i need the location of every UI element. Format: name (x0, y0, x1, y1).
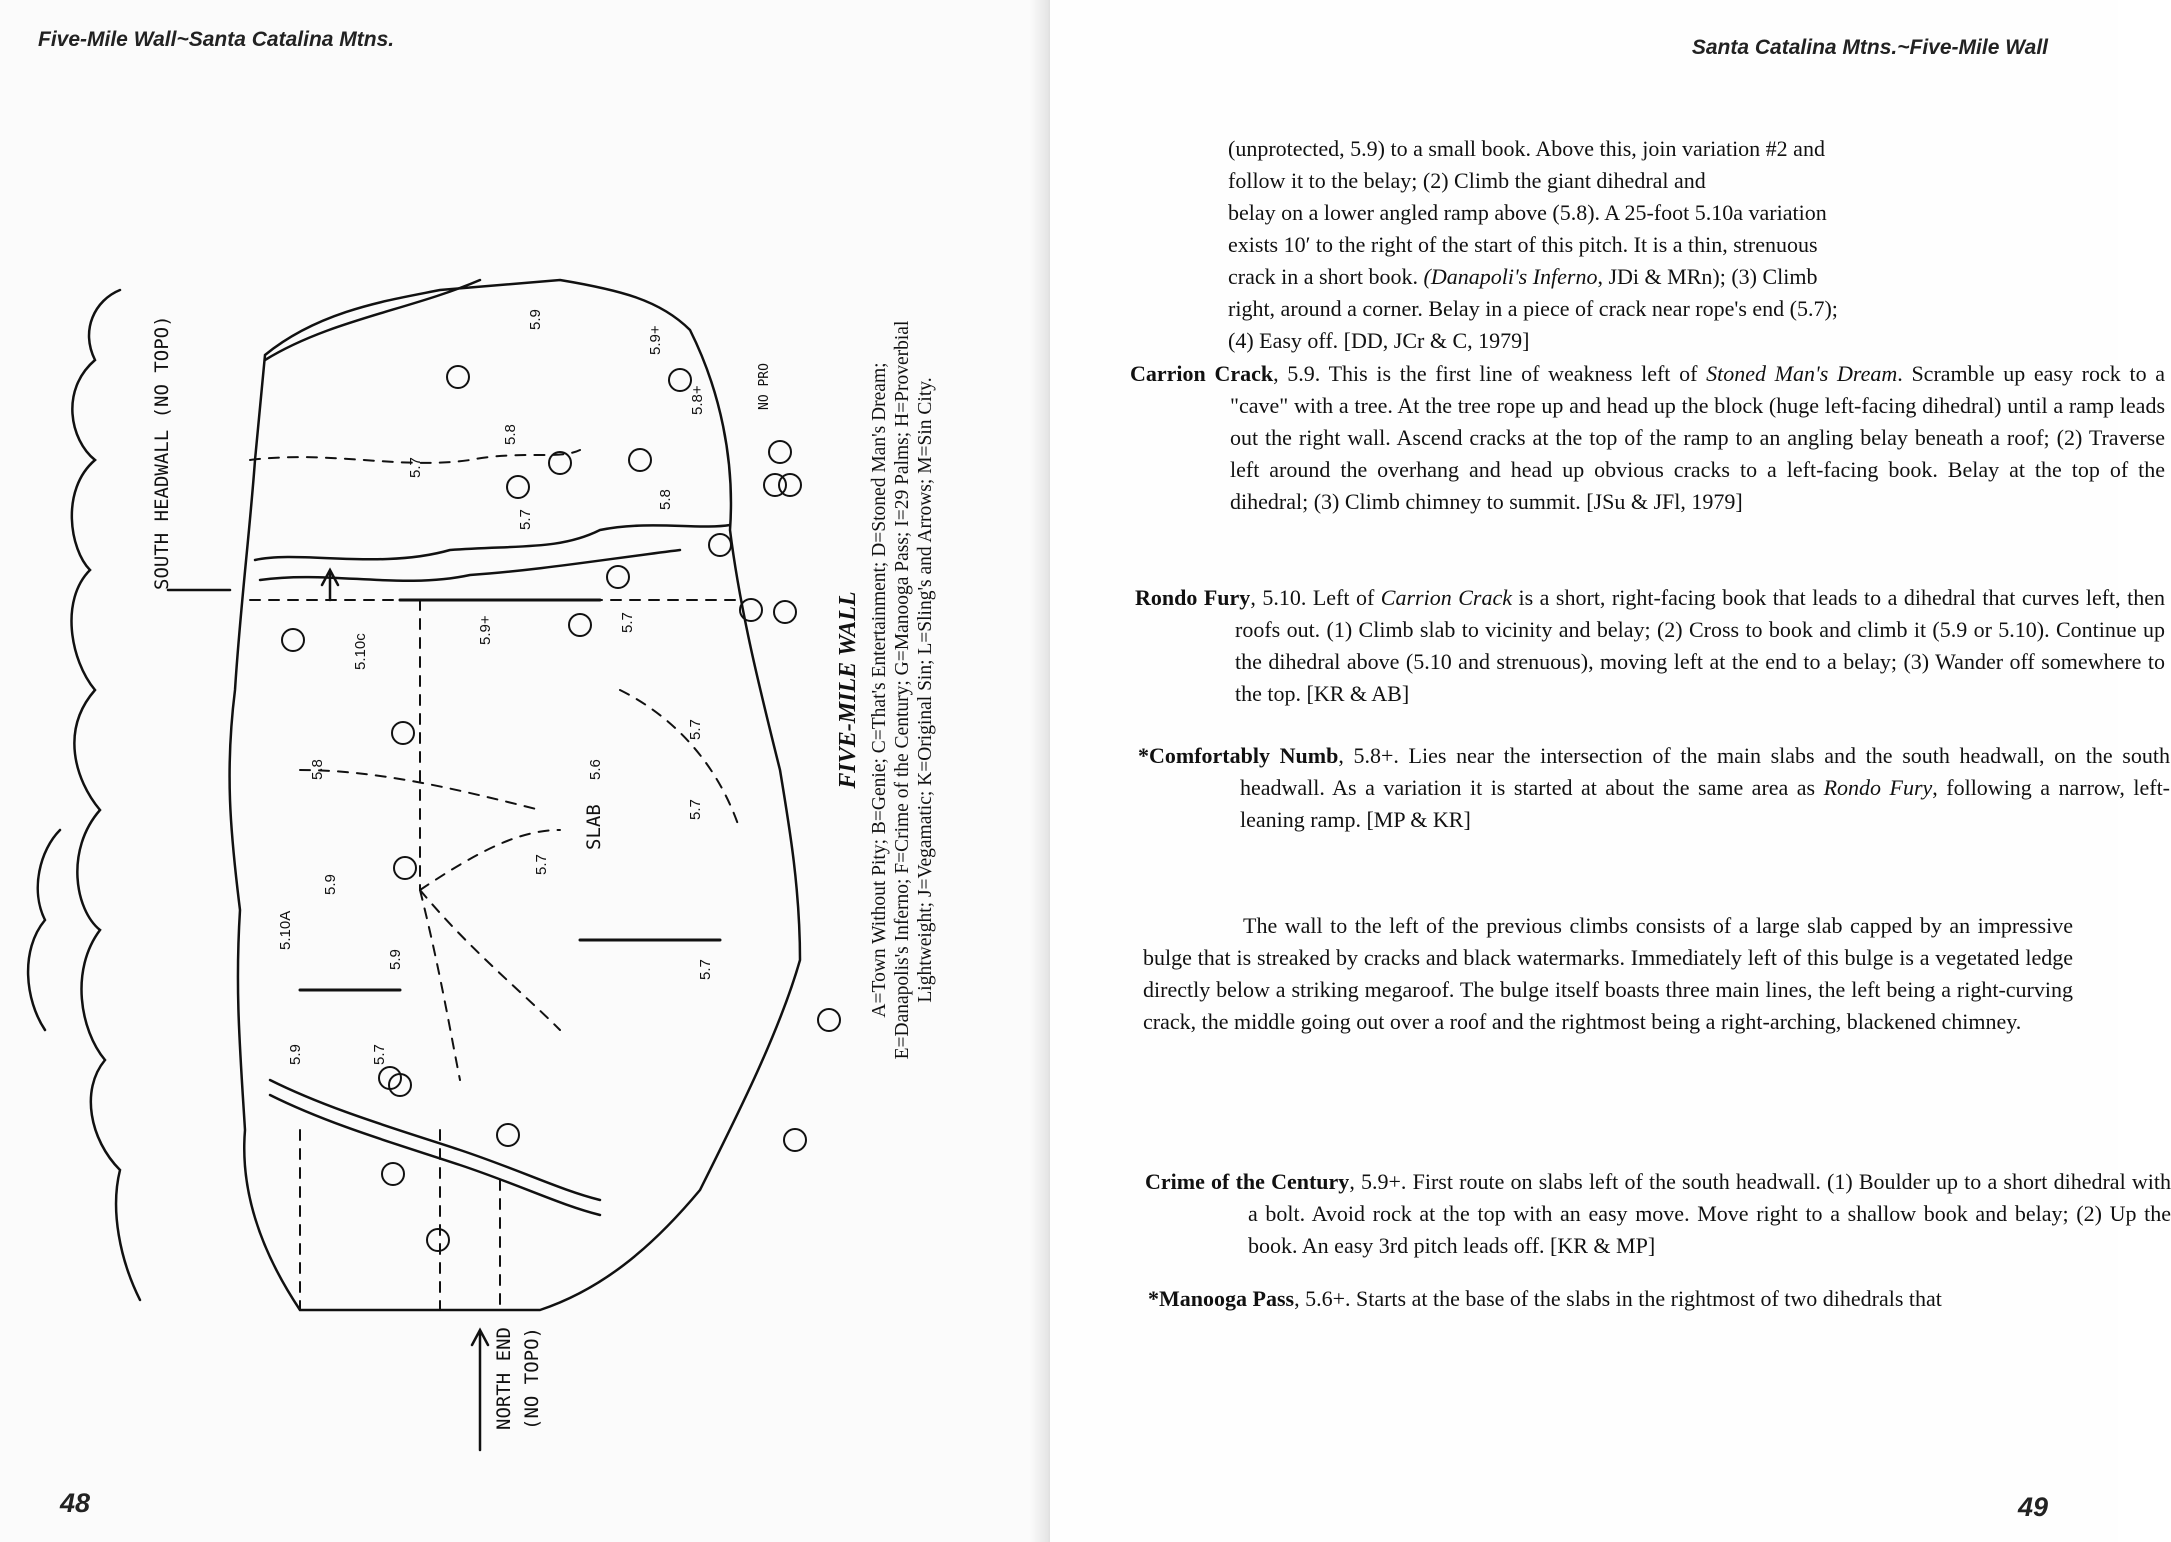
route-rondo-fury: Rondo Fury, 5.10. Left of Carrion Crack is a short, right-facing book that leads to a dihedral that curves left, then roofs out. (1) Climb slab to vicinity and belay; (2) Cross to book and climb it (5.9 or 5.10). Continue up the dihedral above (5.10 and strenuous), moving left at the end to a belay; (3) Wander off somewhere to the top. [KR & AB] (1135, 585, 2166, 706)
svg-text:5.7: 5.7 (533, 854, 550, 875)
caption-line-2: E=Danapolis's Inferno; F=Crime of the Century; G=Manooga Pass; I=29 Palms; H=Proverbial (892, 320, 913, 1060)
svg-text:5.7: 5.7 (687, 719, 704, 740)
north-end-label: NORTH END (493, 1327, 515, 1430)
route-carrion-crack: Carrion Crack, 5.9. This is the first line of weakness left of Stoned Man's Dream. Scramble up easy rock to a "cave" with a tree. At the tree rope up and head up the block (huge left-facing dihedral) until a ramp leads out the right wall. Ascend cracks at the top of the ramp to an angling belay beneath a roof; (2) Traverse left around the overhang and head up obvious cracks to a left-facing book. Belay at the top of the dihedral; (3) Climb chimney to summit. [JSu & JFl, 1979] (1130, 361, 2166, 514)
svg-text:5.8+: 5.8+ (689, 385, 706, 415)
caption-line-3: Lightweight; J=Vegamatic; K=Original Sin; L=Sling's and Arrows; M=Sin City. (915, 377, 936, 1003)
svg-text:5.10c: 5.10c (352, 633, 369, 670)
svg-text:5.7: 5.7 (371, 1044, 388, 1065)
left-page (0, 0, 1050, 1542)
page-number-left: 48 (60, 1488, 91, 1518)
wall-description: The wall to the left of the previous climbs consists of a large slab capped by an impressive bulge that is streaked by cracks and black watermarks. Immediately left of this bulge is a vegetated ledge directly below a striking megaroof. The bulge itself boasts three main lines, the left being a right-curving crack, the middle going out over a roof and the rightmost being a right-arching, blackened chimney. (1143, 913, 2073, 1034)
running-head-left: Five-Mile Wall~Santa Catalina Mtns. (38, 28, 395, 51)
svg-text:5.9+: 5.9+ (477, 615, 494, 645)
svg-text:5.7: 5.7 (697, 959, 714, 980)
svg-text:5.7: 5.7 (407, 457, 424, 478)
slab-label: SLAB (583, 804, 605, 850)
svg-text:5.9: 5.9 (287, 1044, 304, 1065)
no-pro-label: NO PRO (757, 363, 772, 410)
svg-text:5.6: 5.6 (587, 759, 604, 780)
continued-paragraph: (unprotected, 5.9) to a small book. Above this, join variation #2 and follow it to the belay; (2) Climb the giant dihedral and belay on a lower angled ramp above (5.8). A 25-foot 5.10a variation exists 10′ to the right of the start of this pitch. It is a thin, strenuous crack in a short book. (Danapoli's Inferno, JDi & MRn); (3) Climb right, around a corner. Belay in a piece of crack near rope's end (5.7); (4) Easy off. [DD, JCr & C, 1979] (1228, 136, 1838, 353)
page-number-right: 49 (2017, 1492, 2048, 1522)
running-head-right: Santa Catalina Mtns.~Five-Mile Wall (1691, 36, 2048, 59)
svg-text:5.8: 5.8 (309, 759, 326, 780)
svg-text:5.7: 5.7 (619, 612, 636, 633)
route-manooga-pass: *Manooga Pass, 5.6+. Starts at the base of the slabs in the rightmost of two dihedrals that (1148, 1286, 1942, 1311)
svg-text:5.9+: 5.9+ (647, 325, 664, 355)
svg-text:5.7: 5.7 (687, 799, 704, 820)
svg-text:5.9: 5.9 (387, 949, 404, 970)
svg-text:5.8: 5.8 (657, 489, 674, 510)
svg-text:5.8: 5.8 (502, 424, 519, 445)
caption-title: FIVE-MILE WALL (835, 591, 861, 789)
route-comfortably-numb: *Comfortably Numb, 5.8+. Lies near the intersection of the main slabs and the south headwall, on the south headwall. As a variation it is started at about the same area as Rondo Fury, following a narrow, left-leaning ramp. [MP & KR] (1138, 743, 2171, 832)
caption-line-1: A=Town Without Pity; B=Genie; C=That's Entertainment; D=Stoned Man's Dream; (869, 362, 890, 1018)
svg-text:5.9: 5.9 (322, 874, 339, 895)
svg-text:5.7: 5.7 (517, 509, 534, 530)
right-page (1050, 0, 2171, 1542)
svg-text:5.9: 5.9 (527, 309, 544, 330)
south-headwall-label: SOUTH HEADWALL (NO TOPO) (151, 315, 173, 590)
svg-text:5.10A: 5.10A (277, 910, 294, 950)
route-crime-of-the-century: Crime of the Century, 5.9+. First route on slabs left of the south headwall. (1) Boulder up to a short dihedral with a bolt. Avoid rock at the top with an easy move. Move right to a shallow book and belay; (2) Up the book. An easy 3rd pitch leads off. [KR & MP] (1145, 1169, 2171, 1258)
north-end-sub-label: (NO TOPO) (521, 1327, 543, 1430)
topo-caption (835, 190, 937, 1190)
